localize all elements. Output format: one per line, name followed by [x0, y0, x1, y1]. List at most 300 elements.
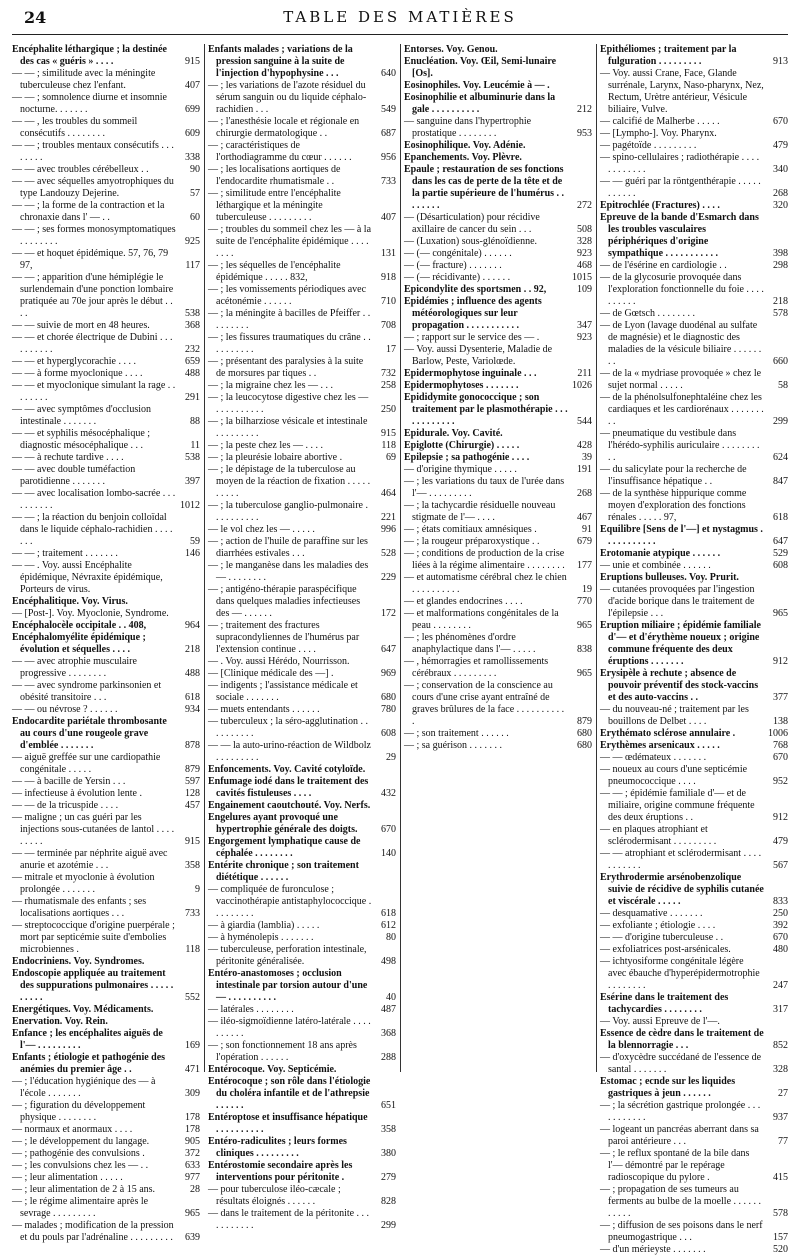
entry-text: Eosinophiles. Voy. Leucémie à — . [404, 80, 550, 91]
entry-page-ref: 733 [185, 908, 200, 919]
index-entry [404, 260, 592, 272]
index-entry [600, 1028, 788, 1052]
entry-page-ref: 457 [185, 800, 200, 811]
entry-page-ref: 299 [381, 1220, 396, 1231]
index-entry [600, 1016, 788, 1028]
index-entry [208, 656, 396, 668]
entry-text: Encéphalocèle occipitale . . 408, [12, 620, 147, 631]
entry-text: — du nouveau-né ; traitement par les bouillons de Delbet . . . . [600, 704, 749, 727]
index-entry [12, 596, 200, 608]
entry-page-ref: 529 [773, 548, 788, 559]
entry-text: — — ; la forme de la contraction et la chronaxie dans l' — . . [12, 200, 165, 223]
index-entry [600, 728, 788, 740]
entry-page-ref: 272 [577, 200, 592, 211]
entry-text: — ; les convulsions chez les — . . [12, 1160, 149, 1171]
entry-page-ref: 229 [381, 572, 396, 583]
entry-text: — dans le traitement de la péritonite . . . . . . . . . . . [208, 1208, 370, 1231]
entry-page-ref: 538 [185, 308, 200, 319]
index-entry [12, 704, 200, 716]
entry-page-ref: 212 [577, 104, 592, 115]
index-entry [600, 272, 788, 308]
index-entry [600, 524, 788, 548]
index-entry [404, 284, 592, 296]
index-entry [600, 260, 788, 272]
index-column-3 [404, 44, 592, 1074]
index-entry [12, 512, 200, 548]
entry-page-ref: 191 [577, 464, 592, 475]
index-entry [12, 1220, 200, 1244]
entry-text: — d'origine thymique . . . . . [404, 464, 517, 475]
index-entry [208, 536, 396, 560]
index-entry [12, 200, 200, 224]
entry-page-ref: 710 [381, 296, 396, 307]
index-entry [12, 368, 200, 380]
entry-text: — — avec atrophie musculaire progressive . . . . . . . . [12, 656, 137, 679]
index-entry [404, 272, 592, 284]
index-entry [600, 320, 788, 368]
entry-page-ref: 279 [381, 1172, 396, 1183]
entry-text: — à hyménolepis . . . . . . . [208, 932, 314, 943]
index-entry [12, 488, 200, 512]
index-entry [404, 572, 592, 596]
index-entry [12, 968, 200, 1004]
entry-text: — aiguë greffée sur une cardiopathie congénitale . . . . . [12, 752, 161, 775]
entry-text: — — avec localisation lombo-sacrée . . . . . . . . . . [12, 488, 176, 511]
index-entry [208, 704, 396, 716]
index-entry [208, 464, 396, 500]
index-entry [404, 740, 592, 752]
index-entry [12, 716, 200, 752]
entry-text: — ; la pleurésie lobaire abortive . [208, 452, 343, 463]
entry-text: Epitrochlée (Fractures) . . . . [600, 200, 720, 211]
entry-text: — compliquée de furonculose ; vaccinothérapie antistaphylococcique . . . . . . . . . [208, 884, 372, 919]
entry-page-ref: 368 [381, 1028, 396, 1039]
index-entry [12, 896, 200, 920]
index-entry [208, 932, 396, 944]
entry-page-ref: 913 [773, 56, 788, 67]
index-entry [208, 116, 396, 140]
index-entry [12, 1172, 200, 1184]
index-entry [404, 656, 592, 680]
entry-text: Epilepsie ; sa pathogénie . . . . [404, 452, 530, 463]
entry-text: — — avec troubles cérébelleux . . [12, 164, 149, 175]
entry-page-ref: 934 [185, 704, 200, 715]
entry-text: — ; les vomissements périodiques avec acétonémie . . . . . . [208, 284, 367, 307]
entry-page-ref: 407 [185, 80, 200, 91]
entry-text: — iléo-sigmoïdienne latéro-latérale . . . . . . . . . . [208, 1016, 371, 1039]
entry-text: — sanguine dans l'hypertrophie prostatique . . . . . . . . [404, 116, 532, 139]
index-entry [12, 956, 200, 968]
entry-text: Entérostomie secondaire après les interventions pour péritonite . [208, 1160, 353, 1183]
entry-page-ref: 468 [577, 260, 592, 271]
index-entry [600, 944, 788, 956]
entry-text: — unie et combinée . . . . . . [600, 560, 711, 571]
index-entry [12, 1184, 200, 1196]
index-entry [404, 80, 592, 92]
entry-text: — de Gœtsch . . . . . . . . [600, 308, 695, 319]
entry-text: — exfoliatrices post-arsénicales. [600, 944, 731, 955]
entry-page-ref: 17 [386, 344, 396, 355]
entry-text: Epanchements. Voy. Plèvre. [404, 152, 522, 163]
entry-text: — ichtyosiforme congénitale légère avec ébauche d'hyperépidermotrophie . . . . . . . . [600, 956, 760, 991]
entry-text: — ; présentant des paralysies à la suite de morsures par tiques . . [208, 356, 364, 379]
index-entry [12, 788, 200, 800]
index-entry [404, 500, 592, 524]
index-entry [208, 308, 396, 332]
entry-page-ref: 328 [577, 236, 592, 247]
index-entry [600, 1052, 788, 1076]
index-column-2 [208, 44, 396, 1231]
entry-text: — — terminée par néphrite aiguë avec anurie et azotémie . . . [12, 848, 168, 871]
entry-text: — — d'origine tuberculeuse . . [600, 932, 724, 943]
entry-text: — — ; ses formes monosymptomatiques . . . . . . . . [12, 224, 176, 247]
entry-page-ref: 19 [582, 584, 592, 595]
entry-text: — et automatisme cérébral chez le chien . . . . . . . . . . [404, 572, 567, 595]
index-entry [208, 1064, 396, 1076]
index-entry [404, 536, 592, 548]
entry-page-ref: 528 [381, 548, 396, 559]
index-entry [404, 476, 592, 500]
entry-text: — — ; similitude avec la méningite tuberculeuse chez l'enfant. [12, 68, 156, 91]
entry-page-ref: 969 [381, 668, 396, 679]
entry-page-ref: 670 [773, 932, 788, 943]
entry-page-ref: 57 [190, 188, 200, 199]
entry-page-ref: 172 [381, 608, 396, 619]
index-entry [208, 452, 396, 464]
entry-page-ref: 338 [185, 152, 200, 163]
entry-page-ref: 552 [185, 992, 200, 1003]
entry-page-ref: 918 [381, 272, 396, 283]
entry-page-ref: 488 [185, 368, 200, 379]
index-entry [12, 812, 200, 848]
index-entry [600, 764, 788, 788]
entry-text: — calcifié de Malherbe . . . . . [600, 116, 720, 127]
entry-text: Eosinophilique. Voy. Adénie. [404, 140, 526, 151]
entry-page-ref: 639 [185, 1232, 200, 1243]
index-entry [208, 500, 396, 524]
entry-text: — — avec double tuméfaction parotidienne . . . . . . . [12, 464, 136, 487]
index-entry [404, 524, 592, 536]
header-rule [12, 34, 788, 35]
index-entry [600, 68, 788, 116]
index-entry [600, 1244, 788, 1256]
index-entry [404, 92, 592, 116]
index-entry [600, 1220, 788, 1244]
entry-page-ref: 29 [386, 752, 396, 763]
index-entry [600, 872, 788, 908]
page-header [10, 8, 790, 30]
entry-text: — de l'ésérine en cardiologie . . [600, 260, 727, 271]
entry-text: — — ou névrose ? . . . . . . [12, 704, 118, 715]
entry-text: — de Lyon (lavage duodénal au sulfate de magnésie) et le diagnostic des maladies de la vésicule biliaire . . . . . . . . [600, 320, 762, 367]
entry-page-ref: 780 [381, 704, 396, 715]
entry-page-ref: 268 [773, 188, 788, 199]
index-entry [600, 560, 788, 572]
entry-text: Engorgement lymphatique cause de céphalée . . . . . . . . [208, 836, 361, 859]
entry-page-ref: 28 [190, 1184, 200, 1195]
index-entry [208, 284, 396, 308]
index-entry [208, 860, 396, 884]
index-entry [208, 260, 396, 284]
index-entry [12, 92, 200, 116]
index-entry [208, 1184, 396, 1208]
index-entry [600, 392, 788, 428]
entry-text: — ; le dépistage de la tuberculose au moyen de la réaction de fixation . . . . . . . . . . [208, 464, 371, 499]
entry-text: Estomac ; ecnde sur les liquides gastriques à jeun . . . . . . [600, 1076, 736, 1099]
entry-page-ref: 647 [773, 536, 788, 547]
entry-page-ref: 407 [381, 212, 396, 223]
index-entry [600, 740, 788, 752]
entry-page-ref: 80 [386, 932, 396, 943]
index-entry [208, 1004, 396, 1016]
entry-page-ref: 847 [773, 476, 788, 487]
entry-page-ref: 640 [381, 68, 396, 79]
entry-text: — desquamative . . . . . . . [600, 908, 703, 919]
index-entry [404, 344, 592, 368]
index-entry [404, 548, 592, 572]
entry-page-ref: 732 [381, 368, 396, 379]
entry-text: Epidermophytoses . . . . . . . [404, 380, 519, 391]
entry-text: — ; l'éducation hygiénique des — à l'école . . . . . . . [12, 1076, 156, 1099]
entry-text: — ; leur alimentation . . . . . [12, 1172, 123, 1183]
entry-text: — ; les séquelles de l'encéphalite épidémique . . . . . 832, [208, 260, 341, 283]
index-entry [208, 920, 396, 932]
entry-text: — ; le développement du langage. [12, 1136, 150, 1147]
index-column-1 [12, 44, 200, 1243]
index-entry [404, 596, 592, 608]
index-entry [404, 728, 592, 740]
index-entry [404, 380, 592, 392]
index-entry [404, 428, 592, 440]
entry-page-ref: 258 [381, 380, 396, 391]
entry-text: — ; la rougeur préparoxystique . . [404, 536, 540, 547]
entry-page-ref: 679 [577, 536, 592, 547]
entry-page-ref: 680 [577, 740, 592, 751]
index-entry [600, 668, 788, 704]
entry-text: — [Post-]. Voy. Myoclonie, Syndrome. [12, 608, 169, 619]
entry-text: — ; conditions de production de la crise liées à la régime alimentaire . . . . . . . . [404, 548, 565, 571]
entry-text: — rhumatismale des enfants ; ses localisations aortiques . . . [12, 896, 147, 919]
entry-page-ref: 464 [381, 488, 396, 499]
index-entry [600, 212, 788, 260]
index-entry [12, 1124, 200, 1136]
entry-text: — — et hyperglycorachie . . . . [12, 356, 136, 367]
index-entry [600, 788, 788, 824]
index-entry [12, 404, 200, 428]
index-entry [600, 428, 788, 464]
entry-page-ref: 879 [185, 764, 200, 775]
index-entry [12, 680, 200, 704]
entry-page-ref: 770 [577, 596, 592, 607]
index-entry [12, 140, 200, 164]
entry-page-ref: 768 [773, 740, 788, 751]
index-entry [404, 248, 592, 260]
entry-text: Engelures ayant provoqué une hypertrophie générale des doigts. [208, 812, 358, 835]
entry-page-ref: 480 [773, 944, 788, 955]
entry-text: — à giardia (lamblia) . . . . . [208, 920, 320, 931]
index-entry [208, 836, 396, 860]
entry-text: — (— congénitale) . . . . . . [404, 248, 512, 259]
entry-page-ref: 977 [185, 1172, 200, 1183]
index-entry [404, 152, 592, 164]
index-entry [12, 224, 200, 248]
index-entry [404, 140, 592, 152]
entry-text: Erythrodermie arsénobenzolique suivie de récidive de syphilis cutanée et viscérale . . . . . [600, 872, 764, 907]
entry-page-ref: 317 [773, 1004, 788, 1015]
entry-page-ref: 609 [185, 128, 200, 139]
entry-text: Epreuve de la bande d'Esmarch dans les troubles vasculaires périphériques d'origine sympathique . . . . . . . . . . . [600, 212, 759, 259]
entry-text: — ; leur alimentation de 2 à 15 ans. [12, 1184, 156, 1195]
entry-page-ref: 633 [185, 1160, 200, 1171]
entry-text: — Voy. aussi Crane, Face, Glande surrénale, Larynx, Naso-pharynx, Nez, Rectum, Urètre antérieur, Vésicule biliaire, Vulve. [600, 68, 764, 115]
index-entry [12, 1100, 200, 1124]
entry-page-ref: 428 [577, 440, 592, 451]
entry-page-ref: 996 [381, 524, 396, 535]
entry-text: — de la glycosurie provoquée dans l'exploration fonctionnelle du foie . . . . . . . . . . [600, 272, 764, 307]
entry-page-ref: 40 [386, 992, 396, 1003]
index-entry [12, 656, 200, 680]
entry-text: — noueux au cours d'une septicémie pneumococcique . . . . [600, 764, 748, 787]
index-entry [208, 764, 396, 776]
entry-text: — ; troubles du sommeil chez les — à la suite de l'encéphalite épidémique . . . . . . . . [208, 224, 372, 259]
entry-text: — — et chorée électrique de Dubini . . . . . . . . . . [12, 332, 173, 355]
index-entry [404, 680, 592, 728]
index-entry [208, 224, 396, 260]
entry-page-ref: 320 [773, 200, 788, 211]
entry-page-ref: 340 [773, 164, 788, 175]
index-entry [600, 908, 788, 920]
entry-text: Endocardite pariétale thrombosante au cours d'une rougeole grave d'emblée . . . . . . . [12, 716, 167, 751]
entry-page-ref: 1012 [180, 500, 200, 511]
running-title: TABLE DES MATIÈRES [283, 8, 517, 26]
entry-page-ref: 88 [190, 416, 200, 427]
entry-page-ref: 670 [773, 752, 788, 763]
entry-text: Erythèmes arsenicaux . . . . . [600, 740, 720, 751]
entry-page-ref: 109 [577, 284, 592, 295]
index-entry [600, 1076, 788, 1100]
entry-page-ref: 578 [773, 308, 788, 319]
entry-page-ref: 651 [381, 1100, 396, 1111]
index-entry [208, 392, 396, 416]
index-entry [600, 752, 788, 764]
index-entry [12, 380, 200, 404]
entry-page-ref: 372 [185, 1148, 200, 1159]
entry-page-ref: 912 [773, 656, 788, 667]
index-entry [208, 1076, 396, 1112]
index-entry [600, 572, 788, 584]
index-entry [600, 704, 788, 728]
entry-page-ref: 250 [381, 404, 396, 415]
index-entry [12, 620, 200, 632]
index-entry [208, 188, 396, 224]
entry-page-ref: 923 [577, 332, 592, 343]
index-entry [600, 848, 788, 872]
entry-text: — — de la tricuspide . . . . [12, 800, 119, 811]
index-entry [600, 128, 788, 140]
entry-text: Enervation. Voy. Rein. [12, 1016, 108, 1027]
entry-text: Epidémies ; influence des agents météorologiques sur leur propagation . . . . . . . . . . . [404, 296, 542, 331]
index-entry [208, 968, 396, 1004]
index-entry [404, 608, 592, 632]
entry-text: — — et myoclonique simulant la rage . . . . . . . . [12, 380, 176, 403]
entry-text: — tuberculeux ; la séro-agglutination . . . . . . . . . . [208, 716, 368, 739]
index-entry [12, 752, 200, 776]
entry-text: — spino-cellulaires ; radiothérapie . . . . . . . . . . . . [600, 152, 760, 175]
entry-text: — — ; la réaction du benjoin colloïdal dans le liquide céphalo-rachidien . . . . . . . [12, 512, 173, 547]
entry-page-ref: 299 [773, 416, 788, 427]
entry-text: Enucléation. Voy. Œil, Semi-lunaire [Os]. [404, 56, 557, 79]
index-entry [12, 176, 200, 200]
index-entry [12, 356, 200, 368]
index-entry [600, 140, 788, 152]
entry-page-ref: 415 [773, 1172, 788, 1183]
entry-page-ref: 549 [381, 104, 396, 115]
entry-page-ref: 11 [190, 440, 200, 451]
entry-page-ref: 128 [185, 788, 200, 799]
entry-text: Equilibre [Sens de l'—] et nystagmus . . . . . . . . . . . [600, 524, 763, 547]
entry-text: — exfoliante ; étiologie . . . . [600, 920, 716, 931]
entry-text: Epithéliomes ; traitement par la fulguration . . . . . . . . . [600, 44, 737, 67]
entry-text: — — à rechute tardive . . . . [12, 452, 124, 463]
entry-page-ref: 956 [381, 152, 396, 163]
entry-page-ref: 392 [773, 920, 788, 931]
entry-text: — mitrale et myoclonie à évolution prolongée . . . . . . . [12, 872, 155, 895]
entry-text: — Voy. aussi Epreuve de l'—. [600, 1016, 720, 1027]
entry-text: — et malformations congénitales de la peau . . . . . . . . [404, 608, 559, 631]
entry-text: — ; la peste chez les — . . . . [208, 440, 323, 451]
entry-page-ref: 618 [185, 692, 200, 703]
index-entry [600, 824, 788, 848]
entry-text: — ; les variations du taux de l'urée dans l'— . . . . . . . . . [404, 476, 565, 499]
index-entry [12, 800, 200, 812]
index-column-4 [600, 44, 788, 1255]
entry-page-ref: 232 [185, 344, 200, 355]
index-entry [208, 1136, 396, 1160]
entry-text: — — à bacille de Yersin . . . [12, 776, 126, 787]
entry-page-ref: 608 [773, 560, 788, 571]
index-entry [600, 584, 788, 620]
entry-text: — — ; apparition d'une hémiplégie le surlendemain d'une ponction lombaire pratiquée au 70e jour après le début . . . . [12, 272, 174, 319]
entry-text: Entérite chronique ; son traitement diététique . . . . . . [208, 860, 359, 883]
index-entry [600, 44, 788, 68]
entry-page-ref: 612 [381, 920, 396, 931]
entry-text: — — ; épidémie familiale d'— et de miliaire, origine commune fréquente des deux éruptions . . [600, 788, 755, 823]
index-entry [12, 920, 200, 956]
index-entry [600, 368, 788, 392]
index-entry [12, 1028, 200, 1052]
entry-page-ref: 39 [582, 452, 592, 463]
index-entry [208, 80, 396, 116]
entry-text: — (— récidivante) . . . . . . [404, 272, 511, 283]
entry-text: — Voy. aussi Dysenterie, Maladie de Barlow, Peste, Variolœde. [404, 344, 553, 367]
entry-page-ref: 608 [381, 728, 396, 739]
index-entry [404, 116, 592, 140]
entry-text: — normaux et anormaux . . . . [12, 1124, 133, 1135]
entry-text: — indigents ; l'assistance médicale et sociale . . . . . . . [208, 680, 358, 703]
entry-text: — ; les localisations aortiques de l'endocardite rhumatismale . . [208, 164, 341, 187]
index-entry [12, 548, 200, 560]
index-entry [600, 920, 788, 932]
entry-text: Erythémato sclérose annulaire . [600, 728, 736, 739]
entry-page-ref: 218 [185, 644, 200, 655]
entry-page-ref: 965 [773, 608, 788, 619]
index-entry [404, 236, 592, 248]
entry-text: — ; son traitement . . . . . . [404, 728, 509, 739]
entry-text: Eruptions bulleuses. Voy. Prurit. [600, 572, 739, 583]
entry-text: — (— fracture) . . . . . . . [404, 260, 502, 271]
entry-text: — ; la tachycardie résiduelle nouveau stigmate de l'— . . . . [404, 500, 556, 523]
index-entry [12, 872, 200, 896]
